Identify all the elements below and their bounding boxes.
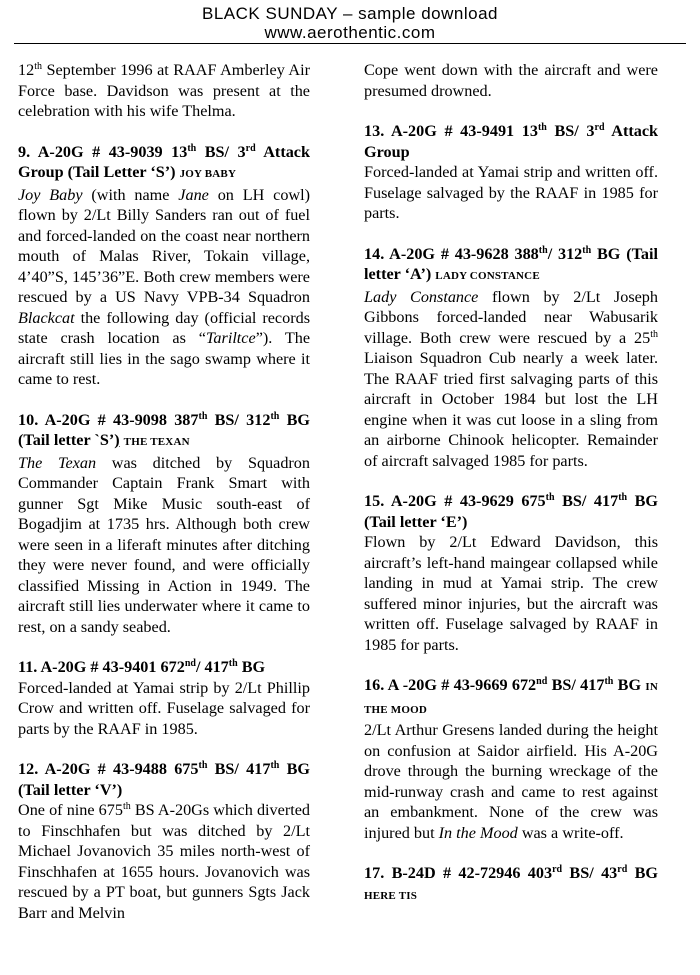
entry-body: One of nine 675th BS A-20Gs which diverted to Finschhafen but was ditched by 2/Lt Michael Jovanovich 35 miles north-west of Finschhafen at 1655 hours. Jovanovich was rescued by a PT boat, but gunners Sgts Jack Barr and Melvin [18,801,310,922]
entry-9 [18,142,310,390]
entry-heading: 10. A-20G # 43-9098 387th BS/ 312th BG (Tail letter `S’) THE TEXAN [18,410,310,449]
entry-heading: 15. A-20G # 43-9629 675th BS/ 417th BG (Tail letter ‘E’) [364,492,659,531]
aircraft-name: HERE TIS [364,889,418,902]
aircraft-name: THE TEXAN [123,436,190,448]
entry-16 [364,675,658,843]
right-column [364,60,658,906]
entry-heading: 14. A-20G # 43-9628 388th/ 312th BG (Tail letter ‘A’) LADY CONSTANCE [364,244,658,283]
entry-10 [18,410,310,638]
entry-body: Forced-landed at Yamai strip and written off. Fuselage salvaged by the RAAF in 1985 for parts. [364,163,658,222]
entry-body: Lady Constance flown by 2/Lt Joseph Gibbons forced-landed near Wabusarik village. Both crew were rescued by a 25th Liaison Squadron Cub nearly a week later. The RAAF tried first salvaging parts of this aircraft in October 1984 but lost the LH engine when it was cut loose in a sling from an airborne Chinook helicopter. Remainder of aircraft salvaged 1985 for parts. [364,287,658,470]
entry-11 [18,657,310,739]
entry-14 [364,244,658,472]
entry-heading: 13. A-20G # 43-9491 13th BS/ 3rd Attack Group [364,122,659,161]
entry-body: Forced-landed at Yamai strip by 2/Lt Phillip Crow and written off. Fuselage salvaged for parts by the RAAF in 1985. [18,678,310,738]
aircraft-name: LADY CONSTANCE [435,270,540,282]
entry-17 [364,863,658,906]
entry-heading: 9. A-20G # 43-9039 13th BS/ 3rd Attack Group (Tail Letter ‘S’) JOY BABY [18,142,310,181]
entry-12 [18,759,310,923]
header-url: www.aerothentic.com [264,23,436,42]
entry-heading: 17. B-24D # 42-72946 403rd BS/ 43rd BG HERE TIS [364,864,658,902]
entry-body: The Texan was ditched by Squadron Commander Captain Frank Smart with gunner Sgt Mike Music south-east of Bogadjim at 1735 hrs. Although both crew were seen in a liferaft minutes after ditching they were never found, and were officially classified Missing in Action in 1949. The aircraft still lies underwater where it came to rest, on a sandy seabed. [18,453,310,636]
aircraft-name: IN THE MOOD [364,681,658,716]
entry-heading: 11. A-20G # 43-9401 672nd/ 417th BG [18,658,266,676]
page-header [0,0,700,42]
header-divider [14,43,686,44]
continued-paragraph: Cope went down with the aircraft and were presumed drowned. [364,61,658,100]
entry-heading: 16. A -20G # 43-9669 672nd BS/ 417th BG IN THE MOOD [364,676,658,716]
entry-heading: 12. A-20G # 43-9488 675th BS/ 417th BG (Tail letter ‘V’) [18,760,310,799]
aircraft-name: JOY BABY [179,168,237,180]
entry-body: 2/Lt Arthur Gresens landed during the height on confusion at Saidor airfield. His A-20G drove through the burning wreckage of the mid-runway crash and came to rest against an embankment. None of the crew was injured but In the Mood was a write-off. [364,721,658,842]
header-title: BLACK SUNDAY – sample download [202,4,498,23]
entry-body: Joy Baby (with name Jane on LH cowl) flown by 2/Lt Billy Sanders ran out of fuel and forced-landed on the coast near northern mouth of Malas River, Tokain village, 4’40”S, 145’36”E. Both crew members were rescued by a US Navy VPB-34 Squadron Blackcat the following day (official records state crash location as “Tariltce”). The aircraft still lies in the sago swamp where it came to rest. [18,185,310,388]
entry-body: Flown by 2/Lt Edward Davidson, this aircraft’s left-hand maingear collapsed while landing in mud at Yamai strip. The crew suffered minor injuries, but the aircraft was written off. Fuselage salvaged by RAAF in 1985 for parts. [364,533,658,654]
entry-15 [364,491,658,655]
entry-13 [364,121,658,224]
intro-paragraph: 12th September 1996 at RAAF Amberley Air Force base. Davidson was present at the celebration with his wife Thelma. [18,61,310,120]
left-column [18,60,310,923]
